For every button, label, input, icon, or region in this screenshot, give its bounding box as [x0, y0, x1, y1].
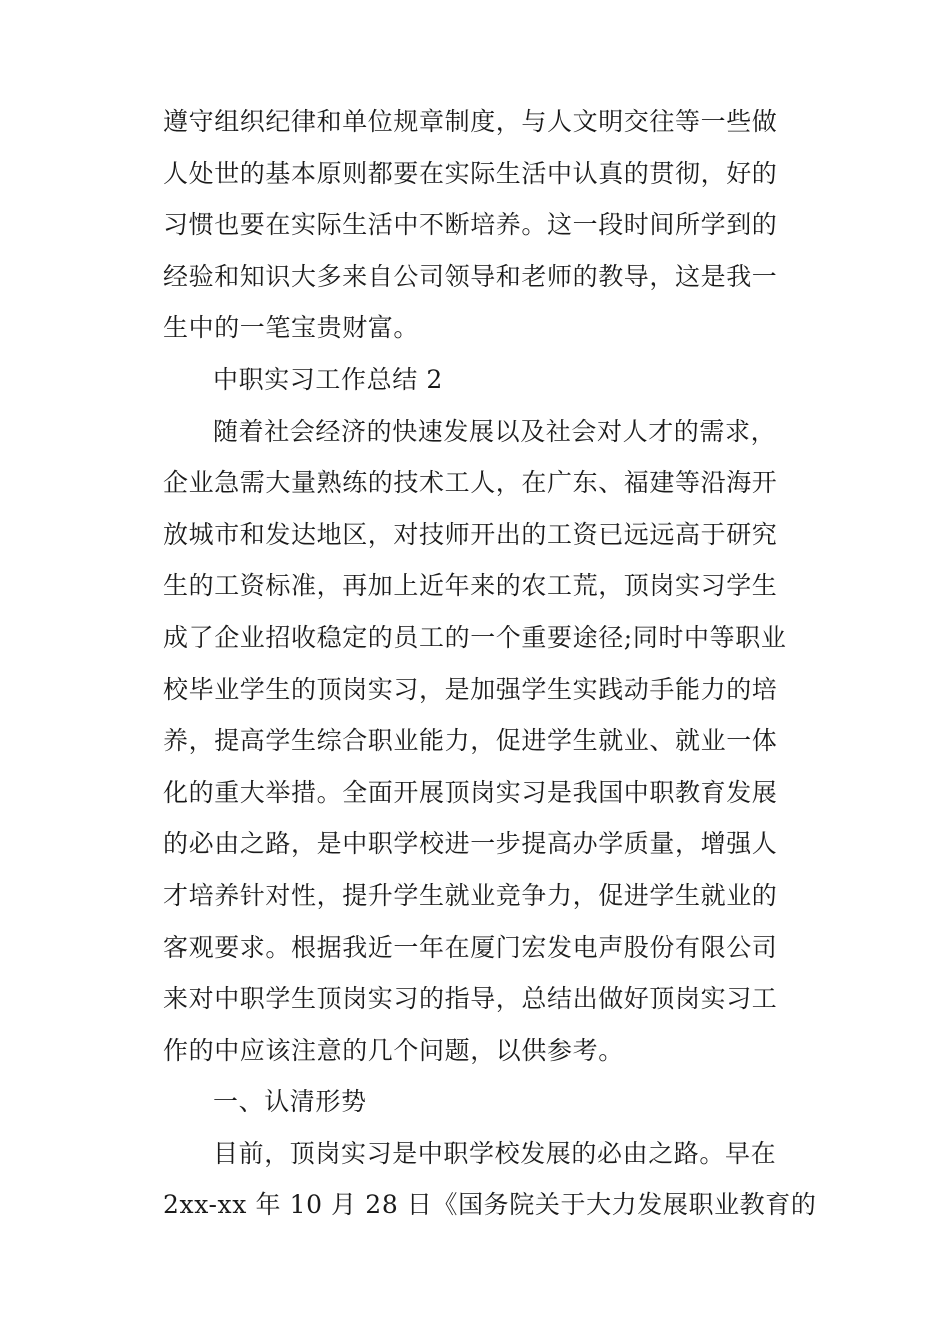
document-body	[163, 96, 817, 1231]
body-line: 生的工资标准，再加上近年来的农工荒，顶岗实习学生	[163, 571, 778, 601]
body-line: 放城市和发达地区，对技师开出的工资已远远高于研究	[163, 519, 778, 549]
body-line: 化的重大举措。全面开展顶岗实习是我国中职教育发展	[163, 777, 778, 807]
body-line: 校毕业学生的顶岗实习，是加强学生实践动手能力的培	[163, 674, 778, 704]
body-line: 随着社会经济的快速发展以及社会对人才的需求，	[213, 416, 777, 446]
body-line: 养，提高学生综合职业能力，促进学生就业、就业一体	[163, 726, 778, 756]
body-line: 人处世的基本原则都要在实际生活中认真的贯彻，好的	[163, 158, 778, 188]
body-line: 才培养针对性，提升学生就业竞争力，促进学生就业的	[163, 880, 778, 910]
body-line: 作的中应该注意的几个问题，以供参考。	[163, 1035, 624, 1065]
body-line: 企业急需大量熟练的技术工人，在广东、福建等沿海开	[163, 468, 778, 498]
body-line: 2xx-xx 年 10 月 28 日《国务院关于大力发展职业教育的	[163, 1190, 817, 1220]
section-heading: 中职实习工作总结 2	[213, 364, 443, 394]
body-line: 习惯也要在实际生活中不断培养。这一段时间所学到的	[163, 210, 778, 240]
body-line: 遵守组织纪律和单位规章制度，与人文明交往等一些做	[163, 107, 778, 136]
body-line: 目前，顶岗实习是中职学校发展的必由之路。早在	[213, 1138, 777, 1168]
body-line: 来对中职学生顶岗实习的指导，总结出做好顶岗实习工	[163, 984, 778, 1014]
subsection-heading: 一、认清形势	[213, 1087, 367, 1117]
body-line: 的必由之路，是中职学校进一步提高办学质量，增强人	[163, 829, 778, 859]
body-line: 客观要求。根据我近一年在厦门宏发电声股份有限公司	[163, 932, 778, 962]
body-line: 生中的一笔宝贵财富。	[163, 313, 420, 343]
body-line: 成了企业招收稳定的员工的一个重要途径;同时中等职业	[163, 622, 787, 652]
body-line: 经验和知识大多来自公司领导和老师的教导，这是我一	[163, 261, 778, 291]
